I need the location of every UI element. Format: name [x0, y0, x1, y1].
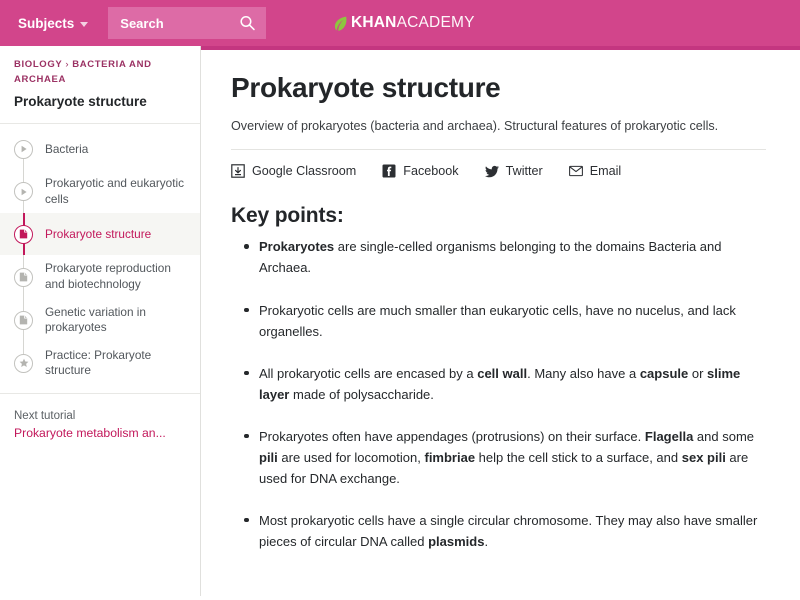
keypoint-term: Prokaryotes [259, 239, 335, 255]
share-google-classroom[interactable] [231, 164, 356, 178]
tutorial-sidebar [0, 46, 201, 596]
keypoint-text: are single-celled organisms belonging to the domains Bacteria and Archaea. [259, 239, 722, 276]
keypoint-text: are used for DNA exchange. [259, 449, 749, 486]
share-label: Email [589, 164, 622, 179]
play-icon [14, 182, 33, 201]
keypoint-term: pili [259, 449, 278, 465]
keypoint-term: sex pili [681, 449, 726, 465]
keypoint-term: plasmids [428, 533, 485, 549]
page-body [0, 46, 800, 596]
share-twitter[interactable] [485, 164, 543, 178]
share-facebook[interactable] [382, 164, 458, 178]
keypoint-term: Flagella [644, 428, 694, 444]
play-icon [14, 140, 33, 159]
content-divider [231, 149, 766, 150]
sidebar-item-label: Practice: Prokaryote structure [45, 347, 152, 378]
keypoints-heading: Key points: [231, 204, 344, 228]
breadcrumb-bacteria-archaea[interactable]: BACTERIA AND ARCHAEA [14, 59, 152, 85]
search-input[interactable] [108, 7, 266, 39]
sidebar-item-label: Prokaryotic and eukaryotic cells [45, 176, 185, 206]
keypoint-item [259, 300, 766, 342]
google-classroom-icon [231, 164, 245, 178]
sidebar-item-prokaryote-structure[interactable] [0, 213, 200, 255]
keypoint-term: cell wall [477, 365, 528, 381]
keypoint-text: help the cell stick to a surface, and [475, 449, 682, 465]
keypoint-text: Prokaryotic cells are much smaller than eukaryotic cells, have no nucelus, and lack organelles. [259, 302, 736, 339]
facebook-icon [382, 164, 396, 178]
keypoint-text: Prokaryotes often have appendages (protrusions) on their surface. [259, 428, 645, 444]
breadcrumb-biology[interactable]: BIOLOGY [14, 59, 63, 70]
keypoint-item [259, 363, 766, 405]
next-tutorial-block [0, 393, 200, 457]
share-email[interactable] [569, 164, 622, 178]
leaf-icon [334, 16, 347, 31]
share-label: Twitter [505, 164, 543, 179]
sidebar-item-label: Genetic variation in prokaryotes [45, 304, 146, 335]
keypoint-text: . Many also have a [527, 365, 640, 381]
sidebar-item-genetic-variation-in-prokaryotes[interactable] [0, 299, 200, 342]
page-subtitle: Overview of prokaryotes (bacteria and archaea). Structural features of prokaryotic cells. [231, 119, 719, 134]
page-title: Prokaryote structure [231, 72, 501, 103]
star-icon [14, 354, 33, 373]
sidebar-item-label: Bacteria [45, 141, 89, 156]
logo-khan: KHAN [351, 14, 397, 31]
khan-academy-logo[interactable] [334, 14, 475, 32]
tutorial-nav-list [0, 124, 200, 385]
search-box[interactable] [108, 7, 266, 39]
article-icon [14, 311, 33, 330]
article-main [201, 46, 800, 596]
logo-text [351, 14, 475, 32]
breadcrumb[interactable] [14, 58, 186, 87]
sidebar-tutorial-title: Prokaryote structure [14, 94, 147, 110]
keypoint-term: slime layer [259, 365, 741, 402]
share-label: Google Classroom [252, 164, 357, 179]
article-icon [14, 225, 33, 244]
logo-academy: ACADEMY [396, 14, 475, 31]
breadcrumb-block [0, 46, 200, 124]
breadcrumb-separator-icon: › [65, 59, 70, 70]
subjects-menu-button[interactable] [0, 0, 102, 46]
sidebar-item-practice-prokaryote-structure[interactable] [0, 342, 200, 385]
keypoint-text: Most prokaryotic cells have a single circular chromosome. They may also have smaller pieces of circular DNA called [259, 512, 758, 549]
sidebar-item-prokaryote-reproduction-and-biotechnology[interactable] [0, 255, 200, 298]
share-label: Facebook [403, 164, 459, 179]
keypoint-item [259, 236, 766, 278]
email-icon [569, 164, 583, 178]
keypoint-text: made of polysaccharide. [289, 386, 434, 402]
subjects-label: Subjects [18, 15, 75, 31]
sidebar-item-label: Prokaryote reproduction and biotechnology [45, 261, 171, 291]
keypoint-item [259, 510, 766, 552]
keypoint-text: . [484, 533, 489, 549]
sidebar-item-prokaryotic-and-eukaryotic-cells[interactable] [0, 170, 200, 213]
site-header [0, 0, 800, 46]
sidebar-item-bacteria[interactable] [0, 128, 200, 170]
article-icon [14, 268, 33, 287]
twitter-icon [485, 164, 499, 178]
keypoint-item [259, 426, 766, 489]
keypoints-list [231, 236, 766, 552]
keypoint-text: are used for locomotion, [277, 449, 425, 465]
keypoint-text: and some [693, 428, 755, 444]
chevron-down-icon [80, 22, 88, 27]
next-tutorial-label: Next tutorial [14, 409, 76, 422]
share-row [231, 164, 766, 178]
keypoint-text: or [688, 365, 708, 381]
keypoint-term: fimbriae [424, 449, 476, 465]
keypoint-term: capsule [639, 365, 689, 381]
keypoint-text: All prokaryotic cells are encased by a [259, 365, 478, 381]
sidebar-item-label: Prokaryote structure [45, 226, 152, 241]
next-tutorial-link[interactable]: Prokaryote metabolism an... [14, 426, 166, 441]
